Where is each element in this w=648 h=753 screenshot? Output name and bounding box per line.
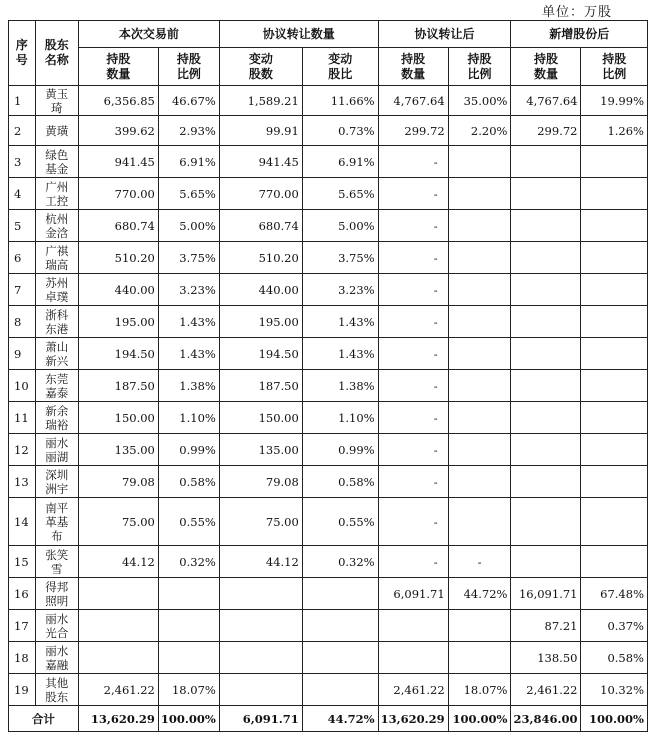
header-group-transfer: 协议转让数量 — [219, 21, 378, 48]
cell-n-r — [581, 546, 648, 578]
cell-t-r: 0.99% — [302, 434, 378, 466]
cell-a-r — [448, 498, 511, 546]
cell-t-sh: 187.50 — [219, 370, 302, 402]
header-seq: 序号 — [9, 21, 36, 86]
cell-t-sh — [219, 610, 302, 642]
cell-a-r: 44.72% — [448, 578, 511, 610]
cell-a-sh — [378, 610, 448, 642]
cell-a-sh — [378, 642, 448, 674]
cell-b-r: 5.00% — [158, 210, 219, 242]
cell-t-r: 3.23% — [302, 274, 378, 306]
cell-a-sh: - — [378, 146, 448, 178]
cell-t-sh: 510.20 — [219, 242, 302, 274]
header-group-after-transfer: 协议转让后 — [378, 21, 511, 48]
row-seq: 9 — [9, 338, 36, 370]
total-n-r: 100.00% — [581, 706, 648, 732]
cell-n-sh — [511, 546, 581, 578]
cell-b-sh: 6,356.85 — [78, 86, 158, 116]
cell-a-r — [448, 338, 511, 370]
cell-a-r — [448, 210, 511, 242]
cell-b-sh: 680.74 — [78, 210, 158, 242]
cell-b-r: 46.67% — [158, 86, 219, 116]
cell-b-r: 0.58% — [158, 466, 219, 498]
row-seq: 17 — [9, 610, 36, 642]
row-seq: 14 — [9, 498, 36, 546]
cell-n-sh — [511, 338, 581, 370]
row-shareholder-name: 广祺 瑞高 — [35, 242, 78, 274]
cell-t-sh: 941.45 — [219, 146, 302, 178]
cell-a-sh: 4,767.64 — [378, 86, 448, 116]
cell-n-sh — [511, 306, 581, 338]
row-seq: 5 — [9, 210, 36, 242]
cell-b-r: 1.10% — [158, 402, 219, 434]
header-ratio: 持股 比例 — [448, 48, 511, 86]
table-row — [9, 370, 648, 402]
cell-n-r — [581, 466, 648, 498]
cell-a-sh: - — [378, 370, 448, 402]
row-shareholder-name: 浙科 东港 — [35, 306, 78, 338]
table-row — [9, 546, 648, 578]
total-n-sh: 23,846.00 — [511, 706, 581, 732]
cell-a-sh: - — [378, 306, 448, 338]
cell-n-sh: 299.72 — [511, 116, 581, 146]
total-b-r: 100.00% — [158, 706, 219, 732]
total-label: 合计 — [9, 706, 79, 732]
table-row — [9, 642, 648, 674]
cell-t-sh — [219, 642, 302, 674]
cell-a-r — [448, 146, 511, 178]
row-seq: 8 — [9, 306, 36, 338]
cell-n-sh — [511, 242, 581, 274]
cell-b-sh: 44.12 — [78, 546, 158, 578]
cell-a-sh: - — [378, 402, 448, 434]
cell-t-r: 1.10% — [302, 402, 378, 434]
cell-t-r — [302, 674, 378, 706]
cell-t-r: 0.73% — [302, 116, 378, 146]
cell-a-sh: - — [378, 498, 448, 546]
total-a-sh: 13,620.29 — [378, 706, 448, 732]
cell-a-r: 18.07% — [448, 674, 511, 706]
cell-a-sh: - — [378, 466, 448, 498]
cell-n-r — [581, 370, 648, 402]
header-change-shares: 变动 股数 — [219, 48, 302, 86]
table-row — [9, 242, 648, 274]
row-shareholder-name: 南平 革基 布 — [35, 498, 78, 546]
cell-b-r: 2.93% — [158, 116, 219, 146]
cell-a-r — [448, 466, 511, 498]
row-seq: 7 — [9, 274, 36, 306]
row-shareholder-name: 新余 瑞裕 — [35, 402, 78, 434]
cell-a-r — [448, 610, 511, 642]
cell-b-r: 3.23% — [158, 274, 219, 306]
cell-b-sh: 195.00 — [78, 306, 158, 338]
row-seq: 12 — [9, 434, 36, 466]
table-row — [9, 466, 648, 498]
table-row — [9, 178, 648, 210]
cell-b-r: 5.65% — [158, 178, 219, 210]
cell-t-r: 0.55% — [302, 498, 378, 546]
cell-a-r — [448, 178, 511, 210]
cell-n-sh: 16,091.71 — [511, 578, 581, 610]
cell-n-r: 0.58% — [581, 642, 648, 674]
cell-b-sh: 79.08 — [78, 466, 158, 498]
row-shareholder-name: 杭州 金浛 — [35, 210, 78, 242]
cell-t-sh: 680.74 — [219, 210, 302, 242]
row-seq: 13 — [9, 466, 36, 498]
table-row — [9, 498, 648, 546]
cell-n-sh — [511, 466, 581, 498]
row-shareholder-name: 黄璜 — [35, 116, 78, 146]
cell-b-sh: 194.50 — [78, 338, 158, 370]
cell-b-r: 1.38% — [158, 370, 219, 402]
row-seq: 15 — [9, 546, 36, 578]
row-seq: 16 — [9, 578, 36, 610]
cell-b-sh — [78, 642, 158, 674]
cell-n-r — [581, 274, 648, 306]
cell-a-sh: - — [378, 338, 448, 370]
cell-a-sh: 2,461.22 — [378, 674, 448, 706]
cell-n-sh — [511, 274, 581, 306]
cell-b-r: 0.55% — [158, 498, 219, 546]
cell-b-r: 3.75% — [158, 242, 219, 274]
cell-b-sh: 2,461.22 — [78, 674, 158, 706]
cell-n-r — [581, 178, 648, 210]
cell-t-sh: 440.00 — [219, 274, 302, 306]
cell-t-sh: 194.50 — [219, 338, 302, 370]
cell-a-sh: - — [378, 242, 448, 274]
cell-n-sh: 87.21 — [511, 610, 581, 642]
cell-b-r: 6.91% — [158, 146, 219, 178]
row-seq: 1 — [9, 86, 36, 116]
row-shareholder-name: 广州 工控 — [35, 178, 78, 210]
cell-t-sh: 75.00 — [219, 498, 302, 546]
cell-t-sh — [219, 674, 302, 706]
row-seq: 10 — [9, 370, 36, 402]
cell-b-r: 18.07% — [158, 674, 219, 706]
cell-t-r: 0.32% — [302, 546, 378, 578]
cell-b-sh: 187.50 — [78, 370, 158, 402]
cell-b-sh: 135.00 — [78, 434, 158, 466]
cell-a-r: 35.00% — [448, 86, 511, 116]
unit-label: 单位：万股 — [541, 5, 612, 20]
cell-n-r: 10.32% — [581, 674, 648, 706]
cell-b-sh: 510.20 — [78, 242, 158, 274]
row-seq: 2 — [9, 116, 36, 146]
table-row — [9, 610, 648, 642]
cell-a-r — [448, 370, 511, 402]
cell-n-sh — [511, 434, 581, 466]
cell-t-sh: 770.00 — [219, 178, 302, 210]
cell-b-sh: 399.62 — [78, 116, 158, 146]
cell-n-sh — [511, 178, 581, 210]
cell-a-sh: - — [378, 434, 448, 466]
cell-t-r: 1.43% — [302, 338, 378, 370]
table-row — [9, 210, 648, 242]
table-row — [9, 86, 648, 116]
row-seq: 6 — [9, 242, 36, 274]
row-seq: 19 — [9, 674, 36, 706]
cell-t-r: 0.58% — [302, 466, 378, 498]
cell-t-r: 5.00% — [302, 210, 378, 242]
cell-t-r: 11.66% — [302, 86, 378, 116]
cell-n-r — [581, 434, 648, 466]
table-row — [9, 434, 648, 466]
cell-a-sh: - — [378, 546, 448, 578]
total-row — [9, 706, 648, 732]
cell-t-sh — [219, 578, 302, 610]
cell-t-r — [302, 578, 378, 610]
total-t-sh: 6,091.71 — [219, 706, 302, 732]
cell-b-r: 1.43% — [158, 338, 219, 370]
cell-t-r — [302, 610, 378, 642]
cell-t-sh: 99.91 — [219, 116, 302, 146]
row-seq: 3 — [9, 146, 36, 178]
cell-b-sh: 75.00 — [78, 498, 158, 546]
table-row — [9, 146, 648, 178]
cell-b-r: 1.43% — [158, 306, 219, 338]
table-row — [9, 578, 648, 610]
cell-b-r: 0.32% — [158, 546, 219, 578]
cell-t-r: 5.65% — [302, 178, 378, 210]
cell-t-r — [302, 642, 378, 674]
cell-n-sh: 4,767.64 — [511, 86, 581, 116]
table-row — [9, 338, 648, 370]
table-row — [9, 402, 648, 434]
header-ratio: 持股 比例 — [158, 48, 219, 86]
cell-n-sh — [511, 210, 581, 242]
cell-n-r — [581, 338, 648, 370]
cell-n-r — [581, 402, 648, 434]
header-change-ratio: 变动 股比 — [302, 48, 378, 86]
cell-a-r — [448, 642, 511, 674]
row-shareholder-name: 深圳 洲宇 — [35, 466, 78, 498]
cell-n-sh — [511, 370, 581, 402]
row-seq: 4 — [9, 178, 36, 210]
row-seq: 11 — [9, 402, 36, 434]
cell-n-sh — [511, 146, 581, 178]
row-shareholder-name: 丽水 丽湖 — [35, 434, 78, 466]
cell-t-sh: 79.08 — [219, 466, 302, 498]
cell-t-sh: 44.12 — [219, 546, 302, 578]
header-shares: 持股 数量 — [511, 48, 581, 86]
total-a-r: 100.00% — [448, 706, 511, 732]
row-shareholder-name: 萧山 新兴 — [35, 338, 78, 370]
cell-a-sh: 299.72 — [378, 116, 448, 146]
cell-n-r — [581, 242, 648, 274]
total-t-r: 44.72% — [302, 706, 378, 732]
cell-n-sh — [511, 498, 581, 546]
cell-b-sh: 770.00 — [78, 178, 158, 210]
row-shareholder-name: 苏州 卓璞 — [35, 274, 78, 306]
cell-a-r: - — [448, 546, 511, 578]
cell-n-sh: 138.50 — [511, 642, 581, 674]
header-name: 股东名称 — [35, 21, 78, 86]
cell-n-r: 67.48% — [581, 578, 648, 610]
cell-n-r: 0.37% — [581, 610, 648, 642]
cell-n-r — [581, 306, 648, 338]
cell-a-r: 2.20% — [448, 116, 511, 146]
cell-b-sh: 150.00 — [78, 402, 158, 434]
cell-b-sh — [78, 578, 158, 610]
cell-n-r — [581, 146, 648, 178]
cell-t-sh: 195.00 — [219, 306, 302, 338]
cell-n-r: 19.99% — [581, 86, 648, 116]
cell-a-r — [448, 306, 511, 338]
row-shareholder-name: 绿色 基金 — [35, 146, 78, 178]
table-row — [9, 274, 648, 306]
row-seq: 18 — [9, 642, 36, 674]
cell-t-r: 1.43% — [302, 306, 378, 338]
cell-b-r — [158, 610, 219, 642]
cell-n-r: 1.26% — [581, 116, 648, 146]
cell-b-r — [158, 642, 219, 674]
header-group-after-issue: 新增股份后 — [511, 21, 648, 48]
row-shareholder-name: 丽水 光合 — [35, 610, 78, 642]
cell-b-r: 0.99% — [158, 434, 219, 466]
cell-n-sh — [511, 402, 581, 434]
cell-a-sh: - — [378, 210, 448, 242]
cell-b-sh: 440.00 — [78, 274, 158, 306]
table-row — [9, 306, 648, 338]
cell-n-r — [581, 210, 648, 242]
table-row — [9, 116, 648, 146]
row-shareholder-name: 丽水 嘉融 — [35, 642, 78, 674]
cell-t-sh: 1,589.21 — [219, 86, 302, 116]
cell-n-sh: 2,461.22 — [511, 674, 581, 706]
cell-a-r — [448, 434, 511, 466]
cell-b-sh: 941.45 — [78, 146, 158, 178]
row-shareholder-name: 黄玉 琦 — [35, 86, 78, 116]
shareholding-table — [8, 20, 648, 732]
row-shareholder-name: 张笑 雪 — [35, 546, 78, 578]
cell-a-r — [448, 274, 511, 306]
header-shares: 持股 数量 — [378, 48, 448, 86]
cell-a-r — [448, 242, 511, 274]
cell-a-sh: - — [378, 178, 448, 210]
row-shareholder-name: 其他 股东 — [35, 674, 78, 706]
cell-n-r — [581, 498, 648, 546]
cell-b-r — [158, 578, 219, 610]
cell-a-sh: 6,091.71 — [378, 578, 448, 610]
cell-t-sh: 135.00 — [219, 434, 302, 466]
total-b-sh: 13,620.29 — [78, 706, 158, 732]
row-shareholder-name: 得邦 照明 — [35, 578, 78, 610]
table-row — [9, 674, 648, 706]
row-shareholder-name: 东莞 嘉泰 — [35, 370, 78, 402]
header-group-before: 本次交易前 — [78, 21, 219, 48]
cell-t-sh: 150.00 — [219, 402, 302, 434]
header-shares: 持股 数量 — [78, 48, 158, 86]
header-ratio: 持股 比例 — [581, 48, 648, 86]
cell-b-sh — [78, 610, 158, 642]
cell-t-r: 3.75% — [302, 242, 378, 274]
cell-a-sh: - — [378, 274, 448, 306]
cell-t-r: 6.91% — [302, 146, 378, 178]
cell-a-r — [448, 402, 511, 434]
cell-t-r: 1.38% — [302, 370, 378, 402]
